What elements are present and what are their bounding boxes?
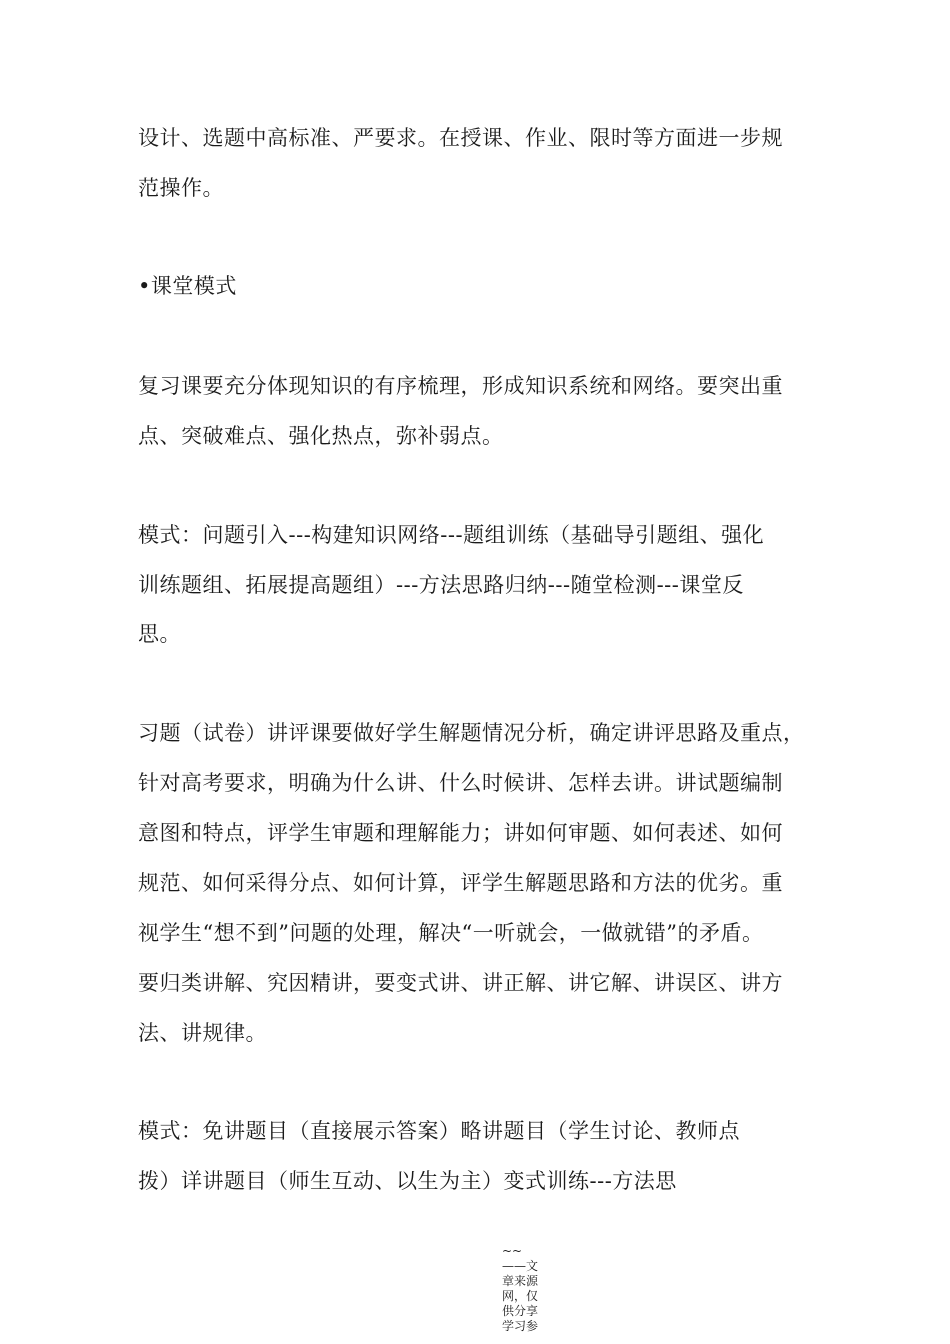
paragraph-line: 模式：问题引入---构建知识网络---题组训练（基础导引题组、强化 xyxy=(138,523,765,547)
paragraph-line: 训练题组、拓展提高题组）---方法思路归纳---随堂检测---课堂反 xyxy=(138,573,744,597)
paragraph-line: 拨）详讲题目（师生互动、以生为主）变式训练---方法思 xyxy=(138,1169,677,1193)
paragraph-line: 意图和特点，评学生审题和理解能力；讲如何审题、如何表述、如何 xyxy=(138,821,783,845)
footer-line: 网，仅 xyxy=(502,1289,539,1303)
section-heading: •课堂模式 xyxy=(138,274,237,298)
paragraph-line: 要归类讲解、究因精讲，要变式讲、讲正解、讲它解、讲误区、讲方 xyxy=(138,971,783,995)
paragraph-line: 习题（试卷）讲评课要做好学生解题情况分析，确定讲评思路及重点， xyxy=(138,721,805,745)
paragraph-line: 视学生“想不到”问题的处理，解决“一听就会，一做就错”的矛盾。 xyxy=(138,921,764,945)
paragraph-line: 复习课要充分体现知识的有序梳理，形成知识系统和网络。要突出重 xyxy=(138,374,783,398)
paragraph-line: 思。 xyxy=(138,622,181,646)
footer-line: 章来源 xyxy=(502,1274,539,1288)
paragraph-line: 规范、如何采得分点、如何计算，评学生解题思路和方法的优劣。重 xyxy=(138,871,783,895)
footer-line: 供分享 xyxy=(502,1304,539,1318)
footer-line: ——文 xyxy=(502,1259,539,1273)
paragraph-line: 模式：免讲题目（直接展示答案）略讲题目（学生讨论、教师点 xyxy=(138,1119,740,1143)
footer-note xyxy=(502,1244,552,1334)
paragraph-line: 点、突破难点、强化热点，弥补弱点。 xyxy=(138,424,504,448)
paragraph-line: 设计、选题中高标准、严要求。在授课、作业、限时等方面进一步规 xyxy=(138,126,783,150)
footer-line: 学习参 xyxy=(502,1319,539,1333)
footer-mark: ~~ xyxy=(502,1244,523,1258)
paragraph-line: 法、讲规律。 xyxy=(138,1021,267,1045)
paragraph-line: 范操作。 xyxy=(138,176,224,200)
paragraph-line: 针对高考要求，明确为什么讲、什么时候讲、怎样去讲。讲试题编制 xyxy=(138,771,783,795)
